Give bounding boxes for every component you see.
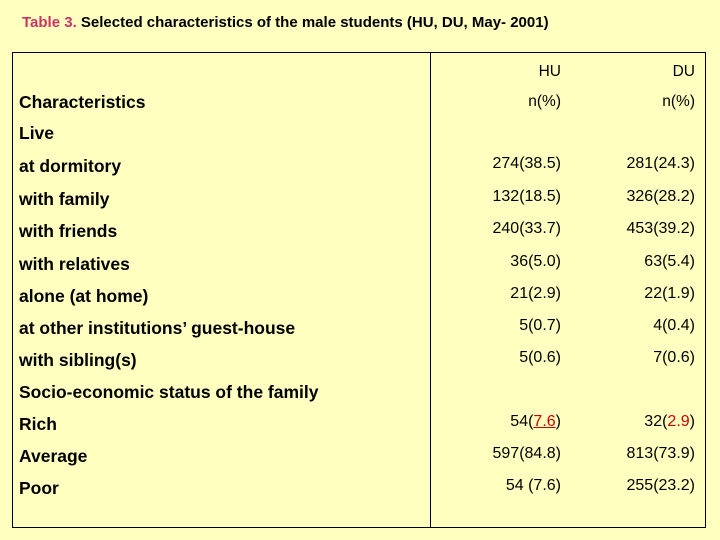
row-label: at dormitory bbox=[19, 156, 122, 176]
row-hu-value: 597(84.8) bbox=[492, 445, 561, 462]
row-du-value: 281(24.3) bbox=[626, 155, 695, 172]
section-live: Live bbox=[19, 123, 55, 143]
row-label: at other institutions’ guest-house bbox=[19, 318, 296, 338]
characteristics-table bbox=[12, 52, 706, 528]
row-hu-value: 36(5.0) bbox=[510, 253, 561, 270]
row-label: with friends bbox=[19, 221, 118, 241]
caption-label: Table 3. bbox=[22, 14, 77, 31]
header-hu-unit: n(%) bbox=[528, 93, 561, 110]
row-label: with relatives bbox=[19, 254, 130, 274]
highlighted-value: 7.6 bbox=[533, 413, 556, 430]
section-socio-economic: Socio-economic status of the family bbox=[19, 382, 319, 402]
row-hu-value: 240(33.7) bbox=[492, 220, 561, 237]
header-characteristics: Characteristics bbox=[19, 92, 146, 112]
row-label: with family bbox=[19, 189, 110, 209]
row-hu-value: 274(38.5) bbox=[492, 155, 561, 172]
value-suffix: ) bbox=[555, 413, 561, 430]
table-caption bbox=[22, 14, 549, 31]
row-hu-value: 54 (7.6) bbox=[505, 477, 561, 494]
row-du-value: 7(0.6) bbox=[653, 349, 695, 366]
header-du-unit: n(%) bbox=[662, 93, 695, 110]
row-label: Rich bbox=[19, 414, 57, 434]
row-du-value bbox=[644, 412, 695, 432]
header-du: DU bbox=[672, 63, 695, 80]
row-hu-value: 21(2.9) bbox=[510, 285, 561, 302]
row-du-value: 63(5.4) bbox=[644, 253, 695, 270]
row-du-value: 326(28.2) bbox=[626, 188, 695, 205]
row-label: Average bbox=[19, 446, 88, 466]
header-hu: HU bbox=[538, 63, 561, 80]
row-du-value: 22(1.9) bbox=[644, 285, 695, 302]
highlighted-value: 2.9 bbox=[667, 413, 690, 430]
row-label: with sibling(s) bbox=[19, 350, 137, 370]
row-du-value: 453(39.2) bbox=[626, 220, 695, 237]
row-hu-value: 5(0.6) bbox=[519, 349, 561, 366]
row-du-value: 255(23.2) bbox=[626, 477, 695, 494]
row-label: alone (at home) bbox=[19, 286, 149, 306]
row-hu-value bbox=[510, 412, 561, 432]
row-du-value: 4(0.4) bbox=[653, 317, 695, 334]
row-du-value: 813(73.9) bbox=[626, 445, 695, 462]
row-hu-value: 5(0.7) bbox=[519, 317, 561, 334]
row-hu-value: 132(18.5) bbox=[492, 188, 561, 205]
row-label: Poor bbox=[19, 478, 59, 498]
value-prefix: 32( bbox=[644, 413, 668, 430]
value-prefix: 54( bbox=[510, 413, 534, 430]
column-divider bbox=[430, 53, 431, 527]
value-suffix: ) bbox=[689, 413, 695, 430]
caption-text: Selected characteristics of the male students (HU, DU, May- 2001) bbox=[76, 14, 549, 31]
